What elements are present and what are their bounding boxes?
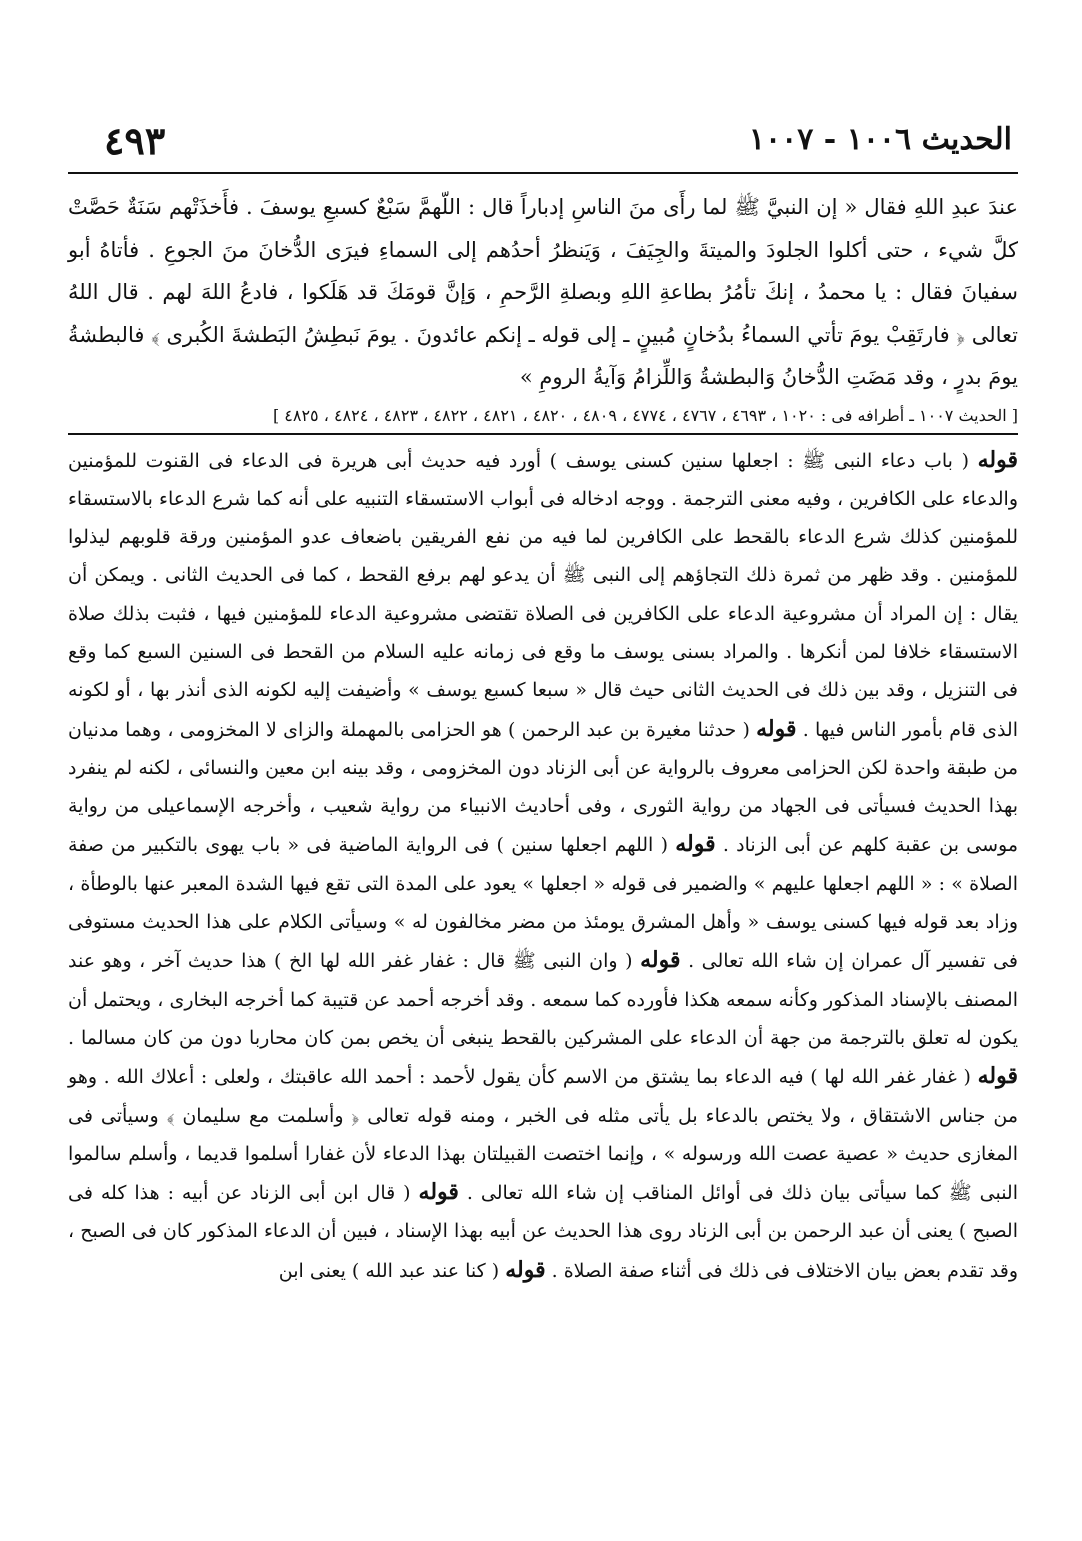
commentary-paragraph: ( باب دعاء النبى ﷺ : اجعلها سنين كسنى يوسف ) أورد فيه حديث أبى هريرة فى الدعاء فى القنوت للمؤمنين والدعاء على الكافرين ، وفيه معنى الترجمة . ووجه ادخاله فى أبواب الاستسقاء التنبيه على أنه كما شرع الدعاء بالاستسقاء للمؤمنين كذلك شرع الدعاء بالقحط على الكافرين لما فيه من نفع الفريقين باضعاف عدو المؤمنين ورقة قلوبهم ليذلوا للمؤمنين . وقد ظهر من ثمرة ذلك التجاؤهم إلى النبى ﷺ أن يدعو لهم برفع القحط ، كما فى الحديث الثانى . ويمكن أن يقال : إن المراد أن مشروعية الدعاء على الكافرين فى الصلاة تقتضى مشروعية الدعاء للمؤمنين فيها ، فثبت بذلك صلاة الاستسقاء خلافا لمن أنكرها . والمراد بسنى يوسف ما وقع فى زمانه عليه السلام من القحط فى السنين السبع كما وقع فى التنزيل ، وقد بين ذلك فى الحديث الثانى حيث قال « سبعا كسبع يوسف » وأضيفت إليه لكونه الذى أنذر بها ، أو لكونه الذى قام بأمور الناس فيها .: [68, 449, 1018, 741]
commentary-block: [68, 441, 1018, 1291]
qawluhu-marker: قوله: [505, 1256, 546, 1283]
qawluhu-marker: قوله: [418, 1179, 459, 1206]
hadith-text-block: [68, 186, 1018, 399]
running-head: الحديث ١٠٠٦ - ١٠٠٧: [748, 122, 1012, 157]
commentary-paragraph: ( وان النبى ﷺ قال : غفار غفر الله لها الخ ) هذا حديث آخر ، وهو عند المصنف بالإسناد المذكور وكأنه سمعه هكذا فأورده كما سمعه . وقد أخرجه أحمد عن قتيبة كما أخرجه البخارى ، ويحتمل أن يكون له تعلق بالترجمة من جهة أن الدعاء على المشركين بالقحط ينبغى أن يخص بمن كان محاربا دون من كان مسالما .: [68, 950, 1018, 1049]
commentary-body: [68, 441, 1018, 1291]
commentary-paragraph: ( قال ابن أبى الزناد عن أبيه : هذا كله فى الصبح ) يعنى أن عبد الرحمن بن أبى الزناد روى هذا الحديث عن أبيه بهذا الإسناد ، فبين أن الدعاء المذكور كان فى الصبح ، وقد تقدم بعض بيان الاختلاف فى ذلك فى أثناء صفة الصلاة .: [68, 1182, 1018, 1282]
page-header: [68, 118, 1018, 174]
commentary-paragraph: ( حدثنا مغيرة بن عبد الرحمن ) هو الحزامى بالمهملة والزاى لا المخزومى ، وهما مدنيان من طبقة واحدة لكن الحزامى معروف بالرواية عن أبى الزناد دون المخزومى ، وقد بينه ابن معين والنسائى ، لكنه لم ينفرد بهذا الحديث فسيأتى فى الجهاد من رواية الثورى ، وفى أحاديث الانبياء من رواية شعيب ، وأخرجه الإسماعيلى من رواية موسى بن عقبة كلهم عن أبى الزناد .: [68, 718, 1018, 857]
qawluhu-marker: قوله: [977, 1063, 1019, 1090]
qawluhu-marker: قوله: [756, 715, 797, 742]
hadith-text: عندَ عبدِ اللهِ فقال « إن النبيَّ ﷺ لما رأَى منَ الناسِ إدباراً قال : اللّهمَّ سَبْعٌ كسبعِ يوسفَ . فأَخذَتْهم سَنَةٌ حَصَّتْ كلَّ شيء ، حتى أكلوا الجلودَ والميتةَ والجِيَفَ ، وَيَنظرُ أحدُهم إلى السماءِ فيرَى الدُّخانَ منَ الجوعِ . فأتاهُ أبو سفيانَ فقال : يا محمدُ ، إنكَ تأمُرُ بطاعةِ اللهِ وبصلةِ الرَّحمِ ، وَإنَّ قومَكَ قد هَلَكوا ، فادعُ اللهَ لهم . قال اللهُ تعالى ﴿ فارتَقِبْ يومَ تأتي السماءُ بدُخانٍ مُبينٍ ـ إلى قوله ـ إنكم عائدونَ . يومَ نَبطِشُ البَطشةَ الكُبرى ﴾ فالبطشةُ يومَ بدرٍ ، وقد مَضَتِ الدُّخانُ وَالبطشةُ وَاللِّزامُ وَآيةُ الرومِ »: [68, 195, 1018, 389]
qawluhu-marker: قوله: [675, 831, 716, 858]
atraf-line: [ الحديث ١٠٠٧ ـ أطرافه فى : ١٠٢٠ ، ٤٦٩٣ ، ٤٧٦٧ ، ٤٧٧٤ ، ٤٨٠٩ ، ٤٨٢٠ ، ٤٨٢١ ، ٤٨٢٢ ، ٤٨٢٣ ، ٤٨٢٤ ، ٤٨٢٥ ]: [68, 401, 1018, 435]
qawluhu-marker: قوله: [640, 947, 681, 974]
qawluhu-marker: قوله: [977, 446, 1018, 473]
commentary-paragraph: ( كنا عند عبد الله ) يعنى ابن: [278, 1259, 500, 1282]
page-number: ٤٩٣: [104, 118, 166, 163]
commentary-paragraph: ( اللهم اجعلها سنين ) فى الرواية الماضية فى « باب يهوى بالتكبير من صفة الصلاة » : « اللهم اجعلها عليهم » والضمير فى قوله « اجعلها » يعود على المدة التى تقع فيها الشدة المعبر عنها بالوطأة ، وزاد بعد قوله فيها كسنى يوسف « وأهل المشرق يومئذ من مضر مخالفون له » وسيأتى الكلام على هذا الحديث مستوفى فى تفسير آل عمران إن شاء الله تعالى .: [68, 834, 1018, 973]
document-page: [68, 118, 1018, 1290]
commentary-paragraph: ( غفار غفر الله لها ) فيه الدعاء بما يشتق من الاسم كأن يقول لأحمد : أحمد الله عاقبتك ، ولعلى : أعلاك الله . وهو من جناس الاشتقاق ، ولا يختص بالدعاء بل يأتى مثله فى الخبر ، ومنه قوله تعالى ﴿ وأسلمت مع سليمان ﴾ وسيأتى فى المغازى حديث « عصية عصت الله ورسوله » ، وإنما اختصت القبيلتان بهذا الدعاء لأن غفارا أسلموا قديما ، وأسلم سالموا النبى ﷺ كما سيأتى بيان ذلك فى أوائل المناقب إن شاء الله تعالى .: [68, 1066, 1018, 1205]
